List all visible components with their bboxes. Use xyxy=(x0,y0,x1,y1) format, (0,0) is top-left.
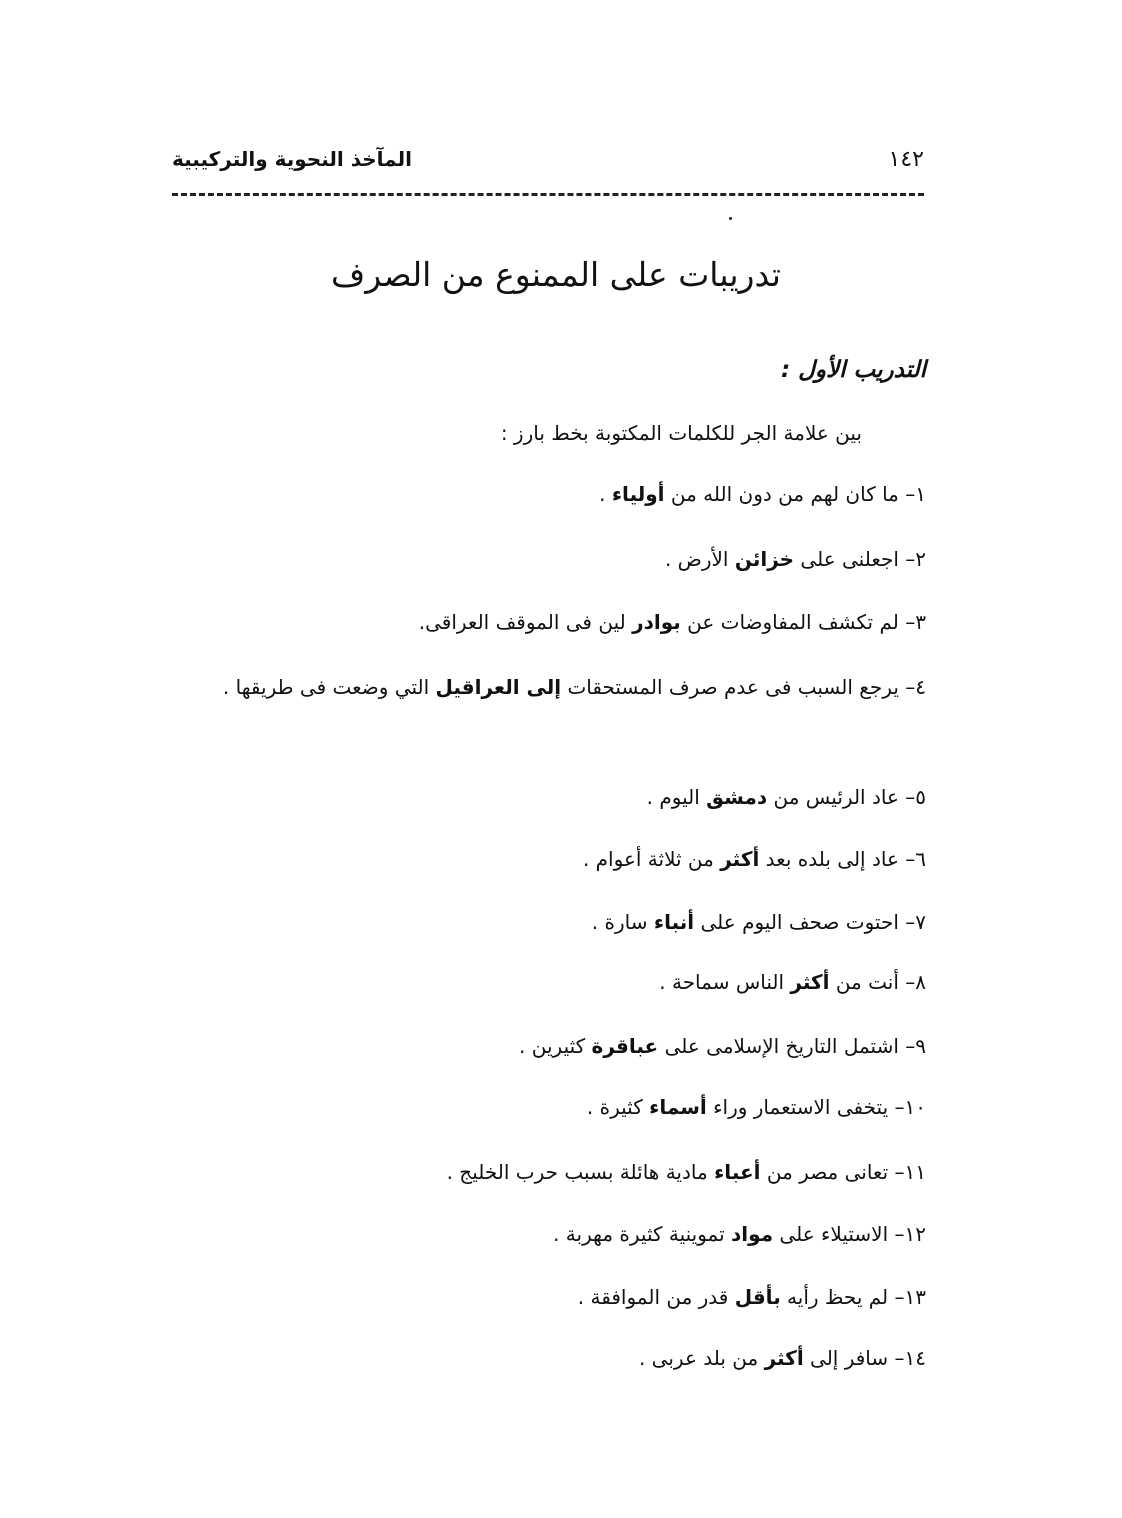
exercise-item-10 xyxy=(587,1095,926,1119)
item-text: عاد إلى بلده بعد xyxy=(759,847,906,871)
item-text: سارة . xyxy=(591,910,654,934)
exercise-item-11 xyxy=(447,1160,926,1184)
item-text: تموينية كثيرة مهربة . xyxy=(553,1222,732,1246)
item-text: اشتمل التاريخ الإسلامى على xyxy=(658,1034,906,1058)
exercise-title: التدريب الأول : xyxy=(780,357,926,383)
item-text: كثيرة . xyxy=(586,1095,650,1119)
running-head: المآخذ النحوية والتركيبية xyxy=(172,147,412,171)
item-text: ما كان لهم من دون الله من xyxy=(664,482,906,506)
exercise-instruction: بين علامة الجر للكلمات المكتوبة بخط بارز : xyxy=(500,421,862,445)
item-highlight: أسماء xyxy=(649,1095,707,1119)
item-text: من ثلاثة أعوام . xyxy=(582,847,721,871)
page-header xyxy=(172,143,924,177)
item-number: ١٤– xyxy=(894,1346,926,1370)
item-number: ٥– xyxy=(905,785,926,809)
page-title: تدريبات على الممنوع من الصرف xyxy=(331,255,781,294)
exercise-item-7 xyxy=(592,910,926,934)
item-text: اجعلنى على xyxy=(794,547,906,571)
item-number: ٩– xyxy=(905,1034,926,1058)
item-highlight: عباقرة xyxy=(591,1034,659,1058)
item-text: عاد الرئيس من xyxy=(767,785,906,809)
item-text: كثيرين . xyxy=(519,1034,592,1058)
item-highlight: أعباء xyxy=(714,1160,761,1184)
stray-dot xyxy=(729,217,732,220)
item-highlight: أكثر xyxy=(720,847,760,871)
header-divider xyxy=(172,193,924,196)
item-highlight: بأقل xyxy=(734,1285,781,1309)
page-number: ١٤٢ xyxy=(888,147,924,172)
exercise-item-5 xyxy=(647,785,926,809)
exercise-item-9 xyxy=(519,1034,926,1058)
item-text: . xyxy=(599,482,612,506)
item-text: لم تكشف المفاوضات عن xyxy=(680,610,906,634)
item-text: أنت من xyxy=(829,970,906,994)
exercise-item-4 xyxy=(170,660,926,714)
item-highlight: أنباء xyxy=(653,910,695,934)
item-highlight: دمشق xyxy=(706,785,768,809)
item-number: ١– xyxy=(905,482,926,506)
exercise-item-8 xyxy=(659,970,926,994)
item-text: الأرض . xyxy=(664,547,735,571)
item-highlight: بوادر xyxy=(632,610,681,634)
item-highlight: أكثر xyxy=(764,1346,804,1370)
item-text: يرجع السبب فى عدم صرف المستحقات xyxy=(561,675,906,699)
item-highlight: مواد xyxy=(731,1222,774,1246)
item-number: ٨– xyxy=(905,970,926,994)
item-text: لين فى الموقف العراقى. xyxy=(418,610,633,634)
exercise-item-2 xyxy=(665,547,926,571)
exercise-item-13 xyxy=(578,1285,926,1309)
item-text: من بلد عربى . xyxy=(638,1346,765,1370)
item-text: يتخفى الاستعمار وراء xyxy=(706,1095,895,1119)
item-text: مادية هائلة بسبب حرب الخليج . xyxy=(446,1160,715,1184)
item-text: قدر من الموافقة . xyxy=(577,1285,735,1309)
item-text: لم يحظ رأيه xyxy=(780,1285,895,1309)
item-highlight: أكثر xyxy=(790,970,830,994)
item-text: الاستيلاء على xyxy=(773,1222,895,1246)
item-text: احتوت صحف اليوم على xyxy=(694,910,906,934)
item-number: ٧– xyxy=(905,910,926,934)
exercise-item-6 xyxy=(583,847,926,871)
item-number: ٦– xyxy=(905,847,926,871)
item-text: اليوم . xyxy=(646,785,707,809)
item-text: سافر إلى xyxy=(803,1346,895,1370)
item-highlight: خزائن xyxy=(734,547,795,571)
exercise-item-14 xyxy=(639,1346,926,1370)
item-number: ١١– xyxy=(894,1160,926,1184)
exercise-item-3 xyxy=(419,610,926,634)
item-number: ٣– xyxy=(905,610,926,634)
item-text: التي وضعت فى طريقها . xyxy=(222,675,436,699)
exercise-item-12 xyxy=(553,1222,926,1246)
item-number: ١٢– xyxy=(894,1222,926,1246)
item-number: ١٠– xyxy=(894,1095,926,1119)
item-number: ٢– xyxy=(905,547,926,571)
item-number: ١٣– xyxy=(894,1285,926,1309)
item-highlight: أولياء xyxy=(611,482,665,506)
item-text: تعانى مصر من xyxy=(760,1160,895,1184)
item-text: الناس سماحة . xyxy=(659,970,791,994)
exercise-item-1 xyxy=(599,482,926,506)
item-number: ٤– xyxy=(905,675,926,699)
item-highlight: إلى العراقيل xyxy=(435,675,562,699)
